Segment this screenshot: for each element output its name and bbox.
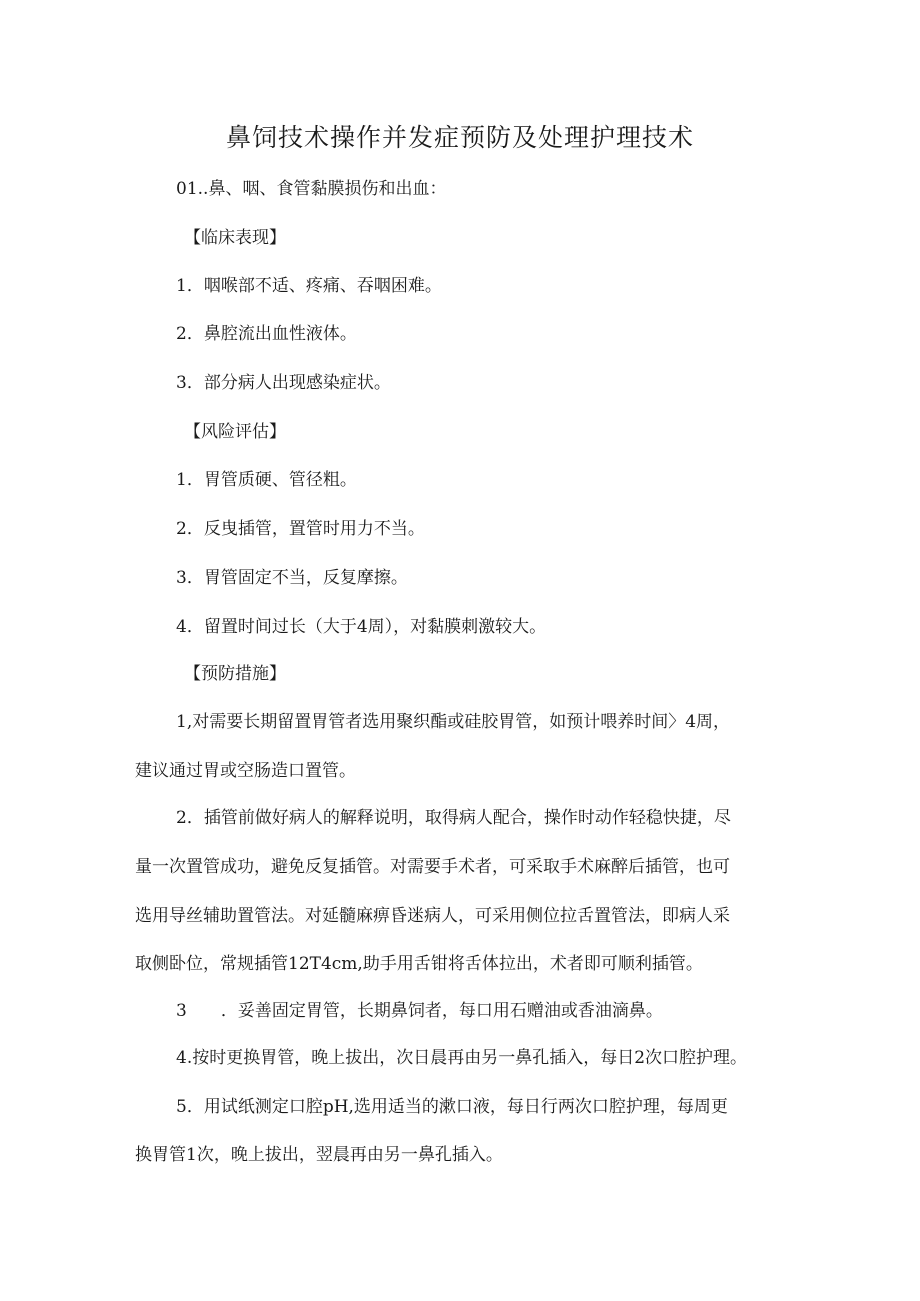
prevention-paragraph-2-line: 取侧卧位，常规插管12T4cm,助手用舌钳将舌体拉出，术者即可顺利插管。: [135, 954, 703, 974]
risk-item: 2．反曳插管，置管时用力不当。: [176, 519, 425, 539]
risk-item: 1．胃管质硬、管径粗。: [176, 470, 357, 490]
prevention-paragraph-5-line: 5．用试纸测定口腔pH,选用适当的漱口液，每日行两次口腔护理，每周更: [176, 1097, 728, 1117]
clinical-heading: 【临床表现】: [184, 228, 286, 248]
clinical-item: 3．部分病人出现感染症状。: [176, 373, 391, 393]
prevention-paragraph-4: 4.按时更换胃管，晚上拔出，次日晨再由另一鼻孔插入，每日2次口腔护理。: [176, 1048, 748, 1068]
prevention-paragraph-1-line: 1,对需要长期留置胃管者选用聚织酯或硅胶胃管，如预计喂养时间〉4周，: [176, 712, 731, 732]
prevention-paragraph-3: 3 ．妥善固定胃管，长期鼻饲者，每口用石赠油或香油滴鼻。: [176, 1001, 663, 1021]
document-title: 鼻饲技术操作并发症预防及处理护理技术: [225, 123, 694, 152]
clinical-item: 2．鼻腔流出血性液体。: [176, 324, 357, 344]
prevention-paragraph-5-line: 换胃管1次，晚上拔出，翌晨再由另一鼻孔插入。: [135, 1145, 503, 1165]
prevention-heading: 【预防措施】: [184, 664, 286, 684]
clinical-item: 1．咽喉部不适、疼痛、吞咽困难。: [176, 276, 442, 296]
prevention-paragraph-1-line: 建议通过胃或空肠造口置管。: [135, 761, 356, 781]
prevention-paragraph-2-line: 2．插管前做好病人的解释说明，取得病人配合，操作时动作轻稳快捷，尽: [176, 808, 731, 828]
prevention-paragraph-2-line: 选用导丝辅助置管法。对延髓麻痹昏迷病人，可采用侧位拉舌置管法，即病人采: [135, 906, 730, 926]
prevention-paragraph-2-line: 量一次置管成功，避免反复插管。对需要手术者，可采取手术麻醉后插管，也可: [135, 857, 730, 877]
risk-item: 3．胃管固定不当，反复摩擦。: [176, 568, 408, 588]
section-intro: 01..鼻、咽、食管黏膜损伤和出血：: [176, 179, 447, 199]
risk-heading: 【风险评估】: [184, 422, 286, 442]
risk-item: 4．留置时间过长（大于4周），对黏膜刺激较大。: [176, 617, 547, 637]
